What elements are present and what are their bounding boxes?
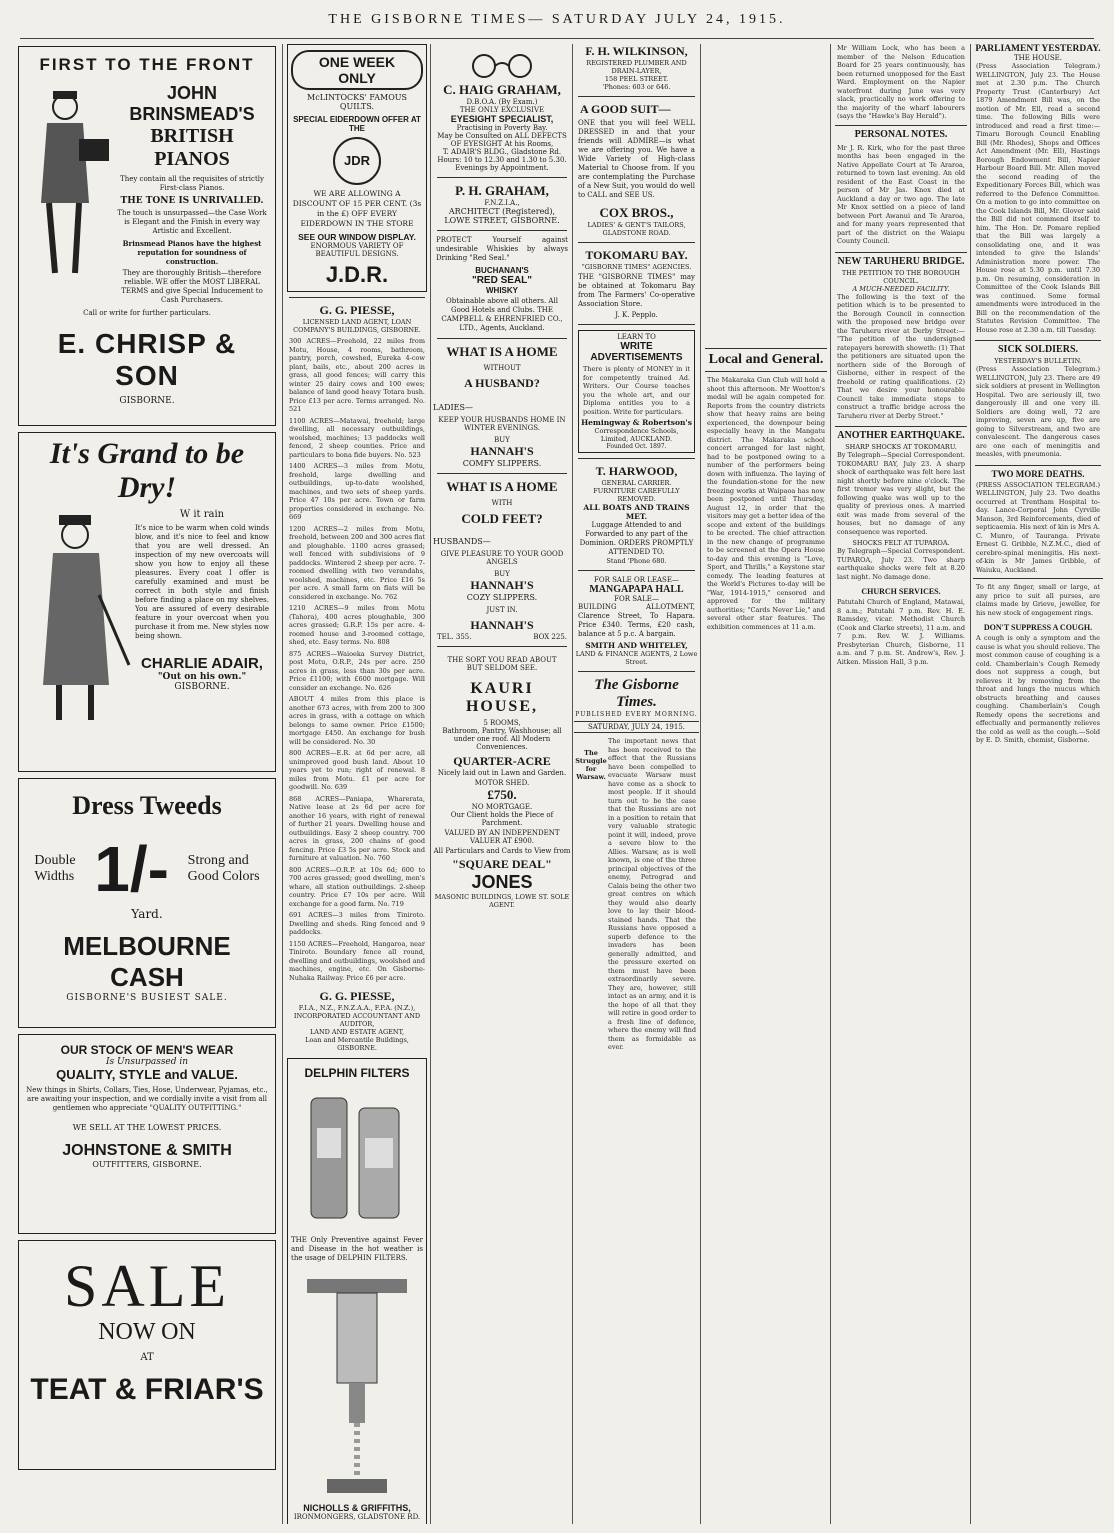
column-6	[833, 44, 969, 1524]
ad-text: NO MORTGAGE.	[471, 803, 533, 811]
ad-text: Double	[34, 853, 76, 868]
figure-image	[25, 505, 135, 729]
column-3	[433, 44, 571, 1524]
land-listing: 691 ACRES—3 miles from Tiniroto. Dwelling and sheds. Ring fenced and 9 paddocks.	[289, 911, 425, 936]
ad-text: FOR SALE OR LEASE—	[594, 576, 679, 584]
newspaper-subtitle: PUBLISHED EVERY MORNING.	[575, 711, 698, 718]
firm-name: CHARLIE ADAIR,	[141, 655, 263, 672]
ad-text: 'Phones: 603 or 646.	[602, 83, 671, 91]
ad-heading: OUR STOCK OF MEN'S WEAR	[60, 1043, 234, 1057]
agent-text: INCORPORATED ACCOUNTANT AND AUDITOR,	[293, 1012, 421, 1028]
agent-name: J. K. Pepplo.	[615, 311, 658, 319]
firm-name: HANNAH'S	[470, 578, 534, 592]
firm-town: GISBORNE.	[174, 682, 230, 692]
jdr-ad	[287, 44, 427, 292]
land-listing: 800 ACRES—E.R. at 6d per acre, all unimproved good bush land. About 10 years yet to run; right of renewal. 8 miles from Motu. £1 per acre for goodwill. No. 639	[289, 749, 425, 791]
firm-name: Hemingway & Robertson's	[581, 418, 692, 427]
tel-number: TEL. 355.	[437, 633, 472, 641]
firm-tagline: Correspondence Schools, Limited, AUCKLAND.	[594, 427, 679, 443]
section-title: DON'T SUPPRESS A COUGH.	[983, 623, 1093, 632]
column-divider	[572, 44, 573, 1524]
ad-text: New things in Shirts, Collars, Ties, Hose, Underwear, Pyjamas, etc., are awaiting your inspection, and we cordially invite a visit from all gentlemen who appreciate "QUALITY OUTFITTING."	[26, 1086, 268, 1112]
ad-text: WE SELL AT THE LOWEST PRICES.	[72, 1123, 222, 1132]
ad-text: PROTECT Yourself against undesirable Whiskies by always Drinking "Red Seal."	[436, 236, 568, 262]
firm-name: TEAT & FRIAR'S	[30, 1373, 264, 1406]
news-text: Mr J. R. Kirk, who for the past three months has been engaged in the Native Appellate Court at Te Araroa, returned to town last evening. An old resident of the East Coast in the person of Mr Jas. Knox died at Auckland a day or two ago. The late Mr Knox settled on a piece of land between Port Awanui and Te Araroa, and for many years represented that part of the district on the Waiapu County Council.	[837, 143, 965, 245]
ad-title: JOHN BRINSMEAD'S	[129, 83, 255, 124]
section-title: NEW TARUHERU BRIDGE.	[835, 252, 967, 267]
tap-filter-icon	[297, 1269, 417, 1499]
agent-name: G. G. PIESSE,	[319, 989, 395, 1003]
news-text: (Press Association Telegram.) WELLINGTON, July 23. The House met at 2.30 p.m. The Church Property Trust (Canterbury) Act 1879 Amendment Bill was, on the motion of Mr. Ell, read a second time. The following Bills were introduced and read a first time:—Timaru Borough Council Enabling Bill (Mr. Rhodes), Shops and Offices Act Amendment (Mr. Ell), Hastings Borough Endowment Bill, Napier Harbour Board Bill. Mr. Allen moved the second reading of the Expeditionary Forces Bill, which was referred to the Defence Committee. On a motion to go into committee on the Cook Islands Bill, Mr. Glover said the Bill did not commend itself to him. The Hon. Dr. Pomare replied that the Bill was largely a consolidating one, and it was intended to give the Islands' Administration more power. The House rose at 5.30 p.m. until 7.30 p.m. On resuming, consideration in Committee of the Cook Islands Bill was continued. Some formal amendments were introduced in the Bill on the recommendation of the Statutes Revision Committee. The House rose at 2.30 a.m. till Tuesday.	[976, 62, 1100, 334]
land-listings	[285, 337, 429, 985]
ad-text: WITHOUT	[483, 364, 521, 372]
price: £750.	[487, 787, 517, 802]
ad-text: 5 ROOMS,	[483, 719, 521, 727]
ad-title: COLD FEET?	[461, 511, 543, 526]
ad-heading: WHAT IS A HOME	[446, 344, 558, 359]
column-divider	[970, 44, 971, 1524]
ad-text: Widths	[34, 869, 75, 884]
news-text: The following is the text of the petition which is to be presented to the Borough Council in connection with the proposed new bridge over the Taruheru river at Derby Street:— "The petition of the undersigned ratepayers herewith showeth: (1) That the petitioners are situated upon the northern side of the Borough of Gisborne, either in respect of the freehold or rating qualifications. (2) That we desire your honourable Council take immediate steps to construct a traffic bridge across the Taruheru river at Derby Street."	[837, 292, 965, 420]
ad-text: BUILDING ALLOTMENT, Clarence Street, To Hapara. Price £340. Terms, £20 cash, balance at 5 p.c. A bargain.	[578, 603, 695, 638]
column-divider	[282, 44, 283, 1524]
ad-text: Stand 'Phone 680.	[606, 557, 667, 565]
ad-title: QUALITY, STYLE and VALUE.	[56, 1067, 238, 1082]
column-divider	[830, 44, 831, 1524]
ad-text: THE ONLY EXCLUSIVE	[459, 106, 545, 114]
figure-image	[25, 83, 115, 305]
ad-text: LADIES—	[433, 403, 473, 412]
news-text: (Press Association Telegram.) WELLINGTON, July 23. There are 49 sick soldiers at present in Wellington Hospital. Two are seriously ill, two dangerously ill and one very ill. Soldiers are doing well, 72 are improving, seven are up, five are going to Silverstream, and two are convalescent. The dangerous cases are one each of meningitis and measles, with pneumonia.	[976, 365, 1100, 458]
column-7	[973, 44, 1103, 1524]
firm-town: GISBORNE.	[119, 396, 175, 406]
land-listing: 1100 ACRES—Matawai, freehold; large dwelling, all necessary outbuildings, woolshed, machines; 13 paddocks well fenced, 2 sheep counties. Price and particulars to bona fide buyers. No. 523	[289, 416, 425, 459]
masthead	[0, 0, 1114, 40]
plumber-name: F. H. WILKINSON,	[585, 44, 688, 58]
section-subtitle: THE HOUSE.	[1014, 54, 1062, 62]
news-text: (PRESS ASSOCIATION TELEGRAM.) WELLINGTON, July 23. Two deaths occurred at Trentham Hospital to-day. Lance-Corporal John Cyrville Manson, 3rd Reinforcements, died of septicaemia. His next of kin is Mrs A. C. Munro, of Tauranga. Private Ernest G. Gribble, N.Z.M.C., died of cerebro-spinal meningitis. His next-of-kin is Mr James Gribble, of Waiuku, Auckland.	[976, 480, 1100, 574]
filter-icon	[297, 1088, 417, 1228]
ad-title: QUARTER-ACRE	[453, 754, 551, 768]
ad-text: All Particulars and Cards to View from	[433, 847, 571, 855]
ad-text: COMFY SLIPPERS.	[462, 459, 542, 468]
agent-text: F.I.A., N.Z., F.N.Z.A.A., F.P.A. (N.Z.),	[298, 1004, 416, 1012]
firm-name: COX BROS.,	[599, 205, 674, 220]
section-subtitle: SHARP SHOCKS AT TOKOMARU.	[845, 443, 957, 451]
ad-text: ONE that you will feel WELL DRESSED in and that your friends will ADMIRE—is what we are offering you. We have a Wide Variety of High-class Material to Choose from. If you are contemplating the Purchase of a New Suit, you would do well to CALL and SEE US.	[578, 119, 695, 199]
adair-ad	[18, 432, 276, 772]
jdr-emblem: JDR	[333, 137, 381, 185]
ad-text: Call or write for further particulars.	[83, 309, 211, 317]
ad-text: They are thoroughly British—therefore reliable. WE offer the MOST LIBERAL TERMS and give Special Inducement to Cash Purchasers.	[121, 269, 263, 304]
ad-text: Strong and	[187, 853, 249, 868]
ad-text: THE "GISBORNE TIMES" may be obtained at Tokomaru Bay from The Farmers' Co-operative Association Store.	[578, 273, 695, 308]
melbourne-cash-ad	[18, 778, 276, 1028]
land-listing: 800 ACRES—O.R.P. at 10s 6d; 600 to 700 acres grassed; good dwelling, men's whare, all station outbuildings. 2-sheep country. Price £7 10s per acre. Will exchange for a good farm. No. 719	[289, 865, 425, 908]
column-5	[703, 44, 829, 1524]
news-text: The Makaraka Gun Club will hold a shoot this afternoon. Mr Wootton's medal will be again competed for. Reports from the country districts show that heavy rains are being experienced, the downpour being especially heavy in the Mangatu district. The Makaraka school concert arranged for last night, had to be postponed owing to a number of the performers being down with influenza. The laying of the foundation-stone for the new freezing works at Waipaoa has now been postponed until Thursday, August 12, in order that the visitors may get a better idea of the scope and extent of the buildings to be erected. The chief attraction in the new change of programme to be screened at the Opera House to-day and this evening is "Love, Sport, and Thrills," a Keystone star comedy. The leading features at the World's Pictures to-day will be "War, 1914-1915," censored and approved for the military authorities; "Cards Never Lie," and several other star features. The exhibition commences at 11 a.m.	[707, 376, 825, 631]
firm-tagline: LADIES' & GENT'S TAILORS, GLADSTONE ROAD.	[587, 221, 686, 237]
ad-text: ARCHITECT (Registered),	[448, 207, 556, 216]
optician-name: C. HAIG GRAHAM,	[443, 82, 561, 97]
gentleman-figure-icon	[25, 505, 131, 725]
masthead-title: THE GISBORNE TIMES— SATURDAY JULY 24, 1915.	[328, 12, 786, 27]
ad-text: Obtainable above all others. All Good Hotels and Clubs. THE CAMPBELL & EHRENFRIED CO., LTD., Agents, Auckland.	[441, 297, 563, 332]
ad-text: F.N.Z.I.A.,	[484, 199, 520, 207]
newspaper-title: The Gisborne Times.	[594, 677, 679, 710]
ad-heading: KAURI HOUSE,	[465, 680, 538, 715]
ad-text: LEARN TO	[617, 333, 656, 341]
ad-text: WITH	[491, 499, 513, 507]
ad-text: HUSBANDS—	[433, 537, 491, 546]
ad-text: 158 PEEL STREET.	[604, 75, 669, 83]
column-1	[14, 44, 280, 1524]
section-title: PARLIAMENT YESTERDAY.	[975, 44, 1101, 54]
section-subtitle: SHOCKS FELT AT TUPAROA.	[852, 539, 950, 547]
ad-text: T. ADAIR'S BLDG., Gladstone Rd. Hours: 10 to 12.30 and 1.30 to 5.30. Evenings by Appointment.	[437, 148, 567, 172]
ad-text: Luggage Attended to and Forwarded to any part of the Dominion. ORDERS PROMPTLY ATTENDED TO.	[579, 521, 694, 556]
firm-name: HANNAH'S	[470, 618, 534, 632]
section-subtitle: YESTERDAY'S BULLETIN.	[994, 357, 1082, 365]
ad-text: VALUED BY AN INDEPENDENT VALUER AT £900.	[444, 829, 560, 845]
ad-text: COZY SLIPPERS.	[466, 593, 538, 602]
news-text	[703, 44, 829, 344]
delphin-ad	[287, 1058, 427, 1524]
agent-text: Loan and Mercantile Buildings, GISBORNE.	[305, 1036, 409, 1052]
ad-heading: ONE WEEK ONLY	[291, 50, 423, 90]
ad-text: D.B.O.A. (By Exam.)	[466, 98, 538, 106]
carrier-name: T. HARWOOD,	[595, 464, 678, 478]
land-listing: 868 ACRES—Paniapa, Wharerata, Native lease at 2s 6d per acre for another 16 years, with right of renewal of further 21 years. Dwelling house and outbuildings. Easy 2 sheep country. 700 acres in grass, 200 chains of good fencing. Price £3 5s per acre. Stock and furniture at valuation. No. 760	[289, 794, 425, 862]
section-title: Local and General.	[705, 348, 827, 372]
ad-text: THE SORT YOU READ ABOUT BUT SELDOM SEE.	[447, 656, 557, 672]
ad-title: "GISBORNE TIMES" AGENCIES.	[581, 263, 692, 271]
ad-text: Bathroom, Pantry, Washhouse; all under one roof. All Modern Conveniences.	[442, 727, 562, 751]
ad-text: AT	[140, 1352, 154, 1363]
news-text: To fit any finger, small or large, at any price to suit all purses, are claims made by Grieve, jeweller, for his new stock of engagement rings.	[973, 578, 1103, 617]
ad-heading: Dress Tweeds	[72, 791, 222, 820]
ad-heading: It's Grand to be Dry!	[49, 437, 245, 504]
ad-text: Practising in Poverty Bay.	[456, 124, 548, 132]
agent-name: G. G. PIESSE,	[319, 303, 395, 317]
brinsmead-ad	[18, 46, 276, 426]
ad-text: ALL BOATS AND TRAINS MET.	[583, 503, 690, 521]
ad-heading: A GOOD SUIT—	[580, 102, 671, 116]
land-listing: 300 ACRES—Freehold, 22 miles from Motu, House, 4 rooms, bathroom, pantry, porch, cowshed, Eureka 4-cow plant, bails, etc., about 200 acres in grass, all good fences; will carry this winter 25 dairy cows and 100 ewes; balance of land good heavy Totara bush. Price £13 per acre. Terms arranged. No. 521	[289, 337, 425, 413]
ad-text: FOR SALE—	[614, 595, 659, 603]
firm-name: NICHOLLS & GRIFFITHS,	[303, 1503, 411, 1513]
ad-title: MANGAPAPA HALL	[589, 584, 684, 595]
agent-title: LICENSED LAND AGENT, LOAN COMPANY'S BUILDINGS, GISBORNE.	[293, 318, 421, 334]
news-text: A cough is only a symptom and the cause is what you should relieve. The most common cause of coughing is a cold. Chamberlain's Cough Remedy does not suppress a cough, but relieves it by removing from the throat and lungs the mucus which obstructs breathing and causes coughing. Chamberlain's Cough Remedy opens the secretions and effectually and permanently relieves the cold as well as the cough.—Sold by E. D. Smith, chemist, Gisborne.	[976, 634, 1100, 744]
ad-text: The touch is unsurpassed—the Case Work is Elegant and the Finish in every way Artistic and Excellent.	[117, 209, 267, 235]
ad-text: Good Colors	[187, 869, 260, 884]
ad-text: They contain all the requisites of strictly First-class Pianos.	[120, 175, 264, 192]
column-2	[285, 44, 429, 1524]
pianist-figure-icon	[27, 83, 113, 283]
land-listing: 1210 ACRES—9 miles from Motu (Tahora), 400 acres ploughable, 300 acres grassed; G.R.P. 15s per acre. 4-roomed house and 3-roomed cottage, shed, etc. Easy terms. No. 808	[289, 604, 425, 646]
section-subtitle: THE PETITION TO THE BOROUGH COUNCIL.	[841, 268, 961, 285]
ad-text: MOTOR SHED.	[474, 779, 530, 787]
firm-name: MELBOURNE CASH	[63, 931, 231, 992]
section-title: TWO MORE DEATHS.	[975, 465, 1101, 479]
land-listing: 875 ACRES—Waioeka Survey District, post Motu, O.R.P., 24s per acre. 250 acres in grass, less than 30s per acre. Price £1100; with £600 mortgage. Will consider an exchange. No. 626	[289, 649, 425, 692]
whisky-brand: "RED SEAL"	[471, 275, 533, 286]
price: 1/-	[94, 833, 169, 905]
land-listing: 1200 ACRES—2 miles from Motu, freehold, between 200 and 300 acres flat and ploughable. 1100 acres grassed; well fenced with subdivisions of 9 paddocks. Wintered 2 sheep per acre. 7-roomed dwelling with two verandahs, woolshed, machines, etc. Price £16 5s per acre. A small farm on flats will be considered in exchange. No. 762	[289, 524, 425, 601]
ad-text: There is plenty of MONEY in it for competently trained Ad. Writers. Our Course teaches you the whole art, and our Diploma entitles you to a position. Write for particulars.	[583, 365, 690, 416]
whisky-brand: BUCHANAN'S	[475, 266, 529, 275]
section-subtitle: A MUCH-NEEDED FACILITY.	[852, 284, 950, 293]
firm-name: "SQUARE DEAL"	[452, 857, 552, 871]
ad-text: It's nice to be warm when cold winds blow, and it's nice to feel and know that you are well dressed. An inspection of my new overcoats will show you how to enjoy all these pleasures. Every coat I offer is carefully examined and must be correct in both style and finish before finding a place on my shelves. You are assured of every desirable feature in your overcoat when you purchase it from me. New styles now being shown.	[135, 524, 269, 640]
land-listing: ABOUT 4 miles from this place is another 673 acres, with from 200 to 300 acres in grass, with a cottage on which belongs to same owner. Price £1500; mortgage £450. An exchange for bush will be considered. No. 30	[289, 695, 425, 746]
editorial-text: The important news that has been received to the effect that the Russians have been compelled to evacuate Warsaw must have come as a shock to most people. If it should turn out to be the case that the Russians are not in a position to retain that very valuable strategic point it will, indeed, prove a severe blow to the Allies. Warsaw, as is well known, is one of the three principal objectives of the enemy, Petrograd and Calais being the other two great centres on which they would also dearly love to lay their blood-stained hands. That the Russians have opposed a superb defence to the invaders has been generally admitted, and the pressure exerted on them must have been extraordinarily severe. They are, however, still intact as an army, and it is the hope of all that they will retire in good order to a fresh line of defence, where the enemy will find them as formidable as ever.	[608, 737, 696, 1051]
land-listing: 1150 ACRES—Freehold, Hangaroa, near Tiniroto. Boundary fence all round, dwelling and outbuildings, woolshed and machines, engine, etc. On Gisborne-Nuhaka Railway. Price £6 per acre.	[289, 939, 425, 982]
ad-text: BUY	[494, 570, 510, 578]
firm-tagline: LAND & FINANCE AGENTS, 2 Lowe Street.	[575, 650, 698, 666]
johnstone-smith-ad	[18, 1034, 276, 1234]
ad-text: EYESIGHT SPECIALIST,	[450, 114, 554, 124]
firm-tagline: "Out on his own."	[157, 672, 247, 682]
firm-name: J.D.R.	[325, 262, 389, 287]
ad-heading: WRITE ADVERTISEMENTS	[590, 341, 683, 363]
ad-heading: DELPHIN FILTERS	[304, 1066, 410, 1080]
spectacles-icon	[462, 52, 542, 80]
box-number: BOX 225.	[533, 633, 567, 641]
ad-text: KEEP YOUR HUSBANDS HOME IN WINTER EVENINGS.	[438, 416, 566, 432]
ad-text: ENORMOUS VARIETY OF BEAUTIFUL DESIGNS.	[310, 242, 404, 258]
ad-text: May be Consulted on ALL DEFECTS OF EYESIGHT At his Rooms,	[437, 132, 567, 148]
firm-tagline: IRONMONGERS, GLADSTONE RD.	[293, 1513, 421, 1521]
ad-text: THE TONE IS UNRIVALLED.	[120, 196, 264, 206]
newspaper-date: SATURDAY, JULY 24, 1915.	[574, 721, 699, 733]
section-title: CHURCH SERVICES.	[861, 587, 941, 596]
section-title: PERSONAL NOTES.	[835, 125, 967, 140]
firm-name: JOHNSTONE & SMITH	[62, 1142, 232, 1159]
ad-heading: SALE	[64, 1253, 230, 1319]
news-text: Mr William Lock, who has been a member of the Nelson Education Board for 25 years continuously, has been returned unopposed for the East Ward. Employment on the Napier waterfront during June was very slack, practically no work offering to the majority of the wharf labourers (says the "Hawke's Bay Herald").	[837, 44, 965, 120]
section-title: ANOTHER EARTHQUAKE.	[835, 426, 967, 441]
firm-name: JONES	[471, 872, 533, 892]
firm-tagline: MASONIC BUILDINGS, LOWE ST. SOLE AGENT.	[434, 893, 570, 909]
ad-heading: TOKOMARU BAY.	[585, 248, 688, 262]
spectacles-image	[433, 52, 571, 80]
editorial-sidehead: The Struggle for Warsaw.	[575, 749, 607, 781]
land-listing: 1400 ACRES—3 miles from Motu, freehold, large dwelling and outbuildings, up-to-date woolshed, machines, and two sets of sheep yards. Price 47 10s per acre. Town or farm properties considered in exchange. No. 669	[289, 462, 425, 521]
ad-text: JUST IN.	[486, 606, 518, 614]
firm-tagline: OUTFITTERS, GISBORNE.	[92, 1160, 202, 1169]
news-text: By Telegraph—Special Correspondent. TUPAROA, July 23. Two sharp earthquake shocks were felt at 8.20 last night. No damage done.	[837, 547, 965, 581]
news-text: Patutahi Church of England, Matawai, 8 a.m.; Patutahi 7 p.m. Rev. H. E. Ramsdey, vicar. Methodist Church (Cook and Clarke streets), 11 a.m. and 7 p.m. Rev. W. J. Williams. Presbyterian Church, Gisborne, 11 a.m. and 7 p.m. St. Andrew's, Rev. J. Aitken. Mission Hall, 3 p.m.	[837, 598, 965, 666]
column-divider	[430, 44, 431, 1524]
news-text: By Telegraph—Special Correspondent. TOKOMARU BAY, July 23. A sharp shock of earthquake was felt here last night shortly before nine o'clock. The first tremor was very slight, but the following quake was well up to the quality of previous ones. A married exit was made from several of the houses, but no damage of any consequence was reported.	[837, 451, 965, 536]
ad-text: Is Unsurpassed in	[105, 1057, 189, 1067]
ad-text: GENERAL CARRIER.	[601, 479, 672, 487]
ad-text: REGISTERED PLUMBER AND DRAIN-LAYER,	[586, 59, 687, 75]
ad-text: WE ARE ALLOWING A DISCOUNT OF 15 PER CENT. (3s in the £) OFF EVERY EIDERDOWN IN THE STORE	[292, 189, 422, 228]
ad-text: Our Client holds the Piece of Parchment.	[450, 811, 554, 827]
firm-name: SMITH AND WHITELEY,	[585, 641, 688, 650]
agent-text: LAND AND ESTATE AGENT,	[309, 1028, 405, 1036]
column-4	[574, 44, 699, 1524]
ad-text: SEE OUR WINDOW DISPLAY.	[298, 232, 416, 242]
architect-name: P. H. GRAHAM,	[455, 183, 549, 198]
ad-text: Brinsmead Pianos have the highest reputation for soundness of construction.	[122, 239, 262, 266]
firm-name: E. CHRISP & SON	[57, 328, 237, 391]
ad-text: THE Only Preventive against Fever and Disease in the hot weather is the usage of DELPHIN FILTERS.	[291, 1236, 423, 1262]
ad-text: Nicely laid out in Lawn and Garden.	[437, 769, 567, 777]
ad-title: NOW ON	[98, 1319, 196, 1345]
column-divider	[700, 44, 701, 1524]
ad-heading: FIRST TO THE FRONT	[39, 55, 255, 74]
ad-text: BUY	[494, 436, 510, 444]
ad-text: Yard.	[131, 907, 163, 921]
ad-title: A HUSBAND?	[464, 376, 540, 390]
firm-name: HANNAH'S	[470, 444, 534, 458]
ad-heading: WHAT IS A HOME	[446, 479, 558, 494]
whisky-brand: WHISKY	[486, 286, 518, 295]
ad-subtitle: W it rain	[179, 509, 225, 520]
firm-tagline: GISBORNE'S BUSIEST SALE.	[66, 993, 228, 1003]
ad-text: Founded Oct. 1897.	[606, 443, 667, 450]
teat-friar-ad	[18, 1240, 276, 1470]
masthead-rule	[20, 38, 1094, 39]
ad-text: LOWE STREET, GISBORNE.	[444, 216, 560, 225]
section-title: SICK SOLDIERS.	[975, 340, 1101, 355]
ad-text: McLINTOCKS' FAMOUS QUILTS.	[307, 93, 407, 111]
ad-text: SPECIAL EIDERDOWN OFFER AT THE	[293, 115, 421, 133]
ad-text: GIVE PLEASURE TO YOUR GOOD ANGELS	[440, 550, 564, 566]
ad-subtitle: BRITISH PIANOS	[150, 125, 234, 170]
ad-text: FURNITURE CAREFULLY REMOVED.	[593, 487, 680, 503]
